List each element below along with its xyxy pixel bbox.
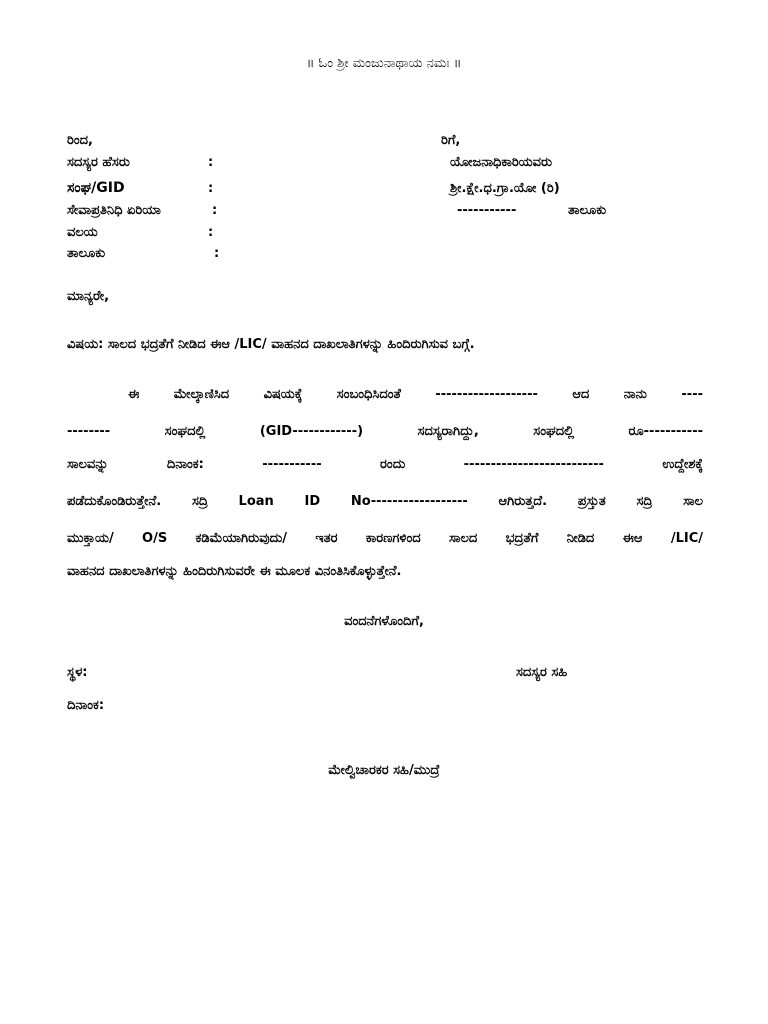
supervisor-signature-label: ಮೇಲ್ವಿಚಾರಕರ ಸಹಿ/ಮುದ್ರೆ bbox=[328, 763, 440, 778]
body-line-5: ಮುಕ್ತಾಯ/ O/S ಕಡಿಮೆಯಾಗಿರುವುದು/ ಇತರ ಕಾರಣಗಳಿಂದ ಸಾಲದ ಭದ್ರತೆಗೆ ನೀಡಿದ ಈಆ /LIC/ bbox=[67, 531, 703, 546]
group-gid-colon: : bbox=[208, 181, 214, 196]
member-name-label: ಸದಸ್ಯರ ಹೆಸರು bbox=[67, 155, 130, 170]
taluk-label: ತಾಲೂಕು bbox=[67, 246, 106, 261]
zone-colon: : bbox=[208, 225, 214, 240]
body-line-2: -------- ಸಂಘದಲ್ಲಿ (GID------------) ಸದಸ್ಯರಾಗಿದ್ದು, ಸಂಘದಲ್ಲಿ ರೂ----------- bbox=[67, 424, 703, 439]
body-line-4: ಪಡೆದುಕೊಂಡಿರುತ್ತೇನೆ. ಸದ್ರಿ Loan ID No------------------ ಆಗಿರುತ್ತದೆ. ಪ್ರಸ್ತುತ ಸದ್ರಿ ಸಾಲ bbox=[67, 494, 703, 509]
closing: ವಂದನೆಗಳೊಂದಿಗೆ, bbox=[344, 614, 424, 629]
to-taluk-label: ತಾಲೂಕು bbox=[568, 203, 607, 218]
member-name-colon: : bbox=[208, 155, 214, 170]
officer-title: ಯೋಜನಾಧಿಕಾರಿಯವರು bbox=[450, 155, 553, 170]
service-area-label: ಸೇವಾಪ್ರತಿನಿಧಿ ಏರಿಯಾ bbox=[67, 203, 161, 218]
date-label: ದಿನಾಂಕ: bbox=[67, 698, 105, 713]
subject-line: ವಿಷಯ: ಸಾಲದ ಭದ್ರತೆಗೆ ನೀಡಿದ ಈಆ /LIC/ ವಾಹನದ ದಾಖಲಾತಿಗಳನ್ನು ಹಿಂದಿರುಗಿಸುವ ಬಗ್ಗೆ. bbox=[67, 337, 475, 352]
body-line-3: ಸಾಲವನ್ನು ದಿನಾಂಕ: ----------- ರಂದು -------------------------- ಉದ್ದೇಶಕ್ಕೆ bbox=[67, 457, 703, 472]
zone-label: ವಲಯ bbox=[67, 225, 98, 240]
group-gid-label: ಸಂಘ/GID bbox=[67, 180, 125, 196]
salutation: ಮಾನ್ಯರೇ, bbox=[67, 289, 110, 304]
from-label: ರಿಂದ, bbox=[67, 133, 93, 148]
member-signature-label: ಸದಸ್ಯರ ಸಹಿ bbox=[516, 665, 568, 680]
service-area-colon: : bbox=[212, 203, 218, 218]
place-label: ಸ್ಥಳ: bbox=[67, 665, 88, 680]
to-label: ರಿಗೆ, bbox=[441, 133, 461, 148]
body-line-1: ಈ ಮೇಲ್ಕಾಣಿಸಿದ ವಿಷಯಕ್ಕೆ ಸಂಬಂಧಿಸಿದಂತೆ ------------------- ಆದ ನಾನು ---- bbox=[128, 387, 703, 402]
organization-name: ಶ್ರೀ.ಕ್ಷೇ.ಧ.ಗ್ರಾ.ಯೋ (ರಿ) bbox=[450, 181, 560, 196]
body-line-6: ವಾಹನದ ದಾಖಲಾತಿಗಳನ್ನು ಹಿಂದಿರುಗಿಸುವರೇ ಈ ಮೂಲಕ ವಿನಂತಿಸಿಕೊಳ್ಳುತ್ತೇನೆ. bbox=[67, 564, 402, 579]
taluk-colon: : bbox=[214, 246, 220, 261]
taluk-blank: ----------- bbox=[457, 203, 517, 218]
invocation-heading: ॥ ಓಂ ಶ್ರೀ ಮಂಜುನಾಥಾಯ ನಮಃ ॥ bbox=[306, 56, 462, 71]
